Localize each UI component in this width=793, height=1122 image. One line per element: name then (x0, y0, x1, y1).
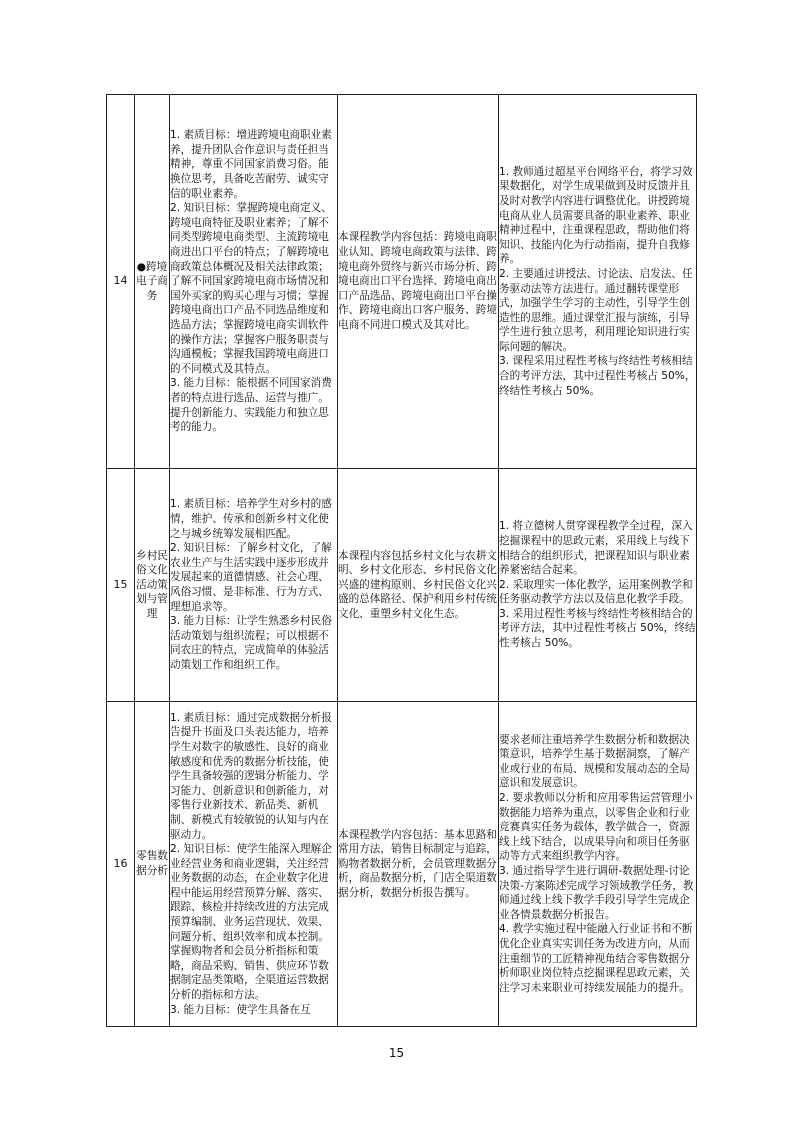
goal-knowledge: 2. 知识目标：掌握跨境电商定义、跨境电商特征及职业素养；了解不同类型跨境电商类型、主流跨境电商进出口平台的特点；了解跨境电商政策总体概况及相关法律政策；了解不同国家跨境电商市场情况和国外买家的购买心理与习惯；掌握跨境电商出口产品不同选品维度和选品方法；掌握跨境电商实训软件的操作方法；掌握客户服务职责与沟通模板；掌握我国跨境电商进口的不同模式及其特点。 (170, 202, 332, 375)
method-item: 1. 教师通过超星平台网络平台，将学习效果数据化，对学生成果做到及时反馈并且及时对教学内容进行调整优化。讲授跨境电商从业人员需要具备的职业素养、职业精神过程中，注重课程思政，帮助他们将知识、技能内化为行动指南，提升自我修养。 (499, 165, 693, 266)
goal-ability: 3. 能力目标：使学生具备在互 (170, 1003, 311, 1016)
course-methods (499, 702, 697, 1027)
table-row (107, 469, 697, 702)
goal-knowledge: 2. 知识目标：使学生能深入理解企业经营业务和商业逻辑，关注经营业务数据的动态，在企业数字化进程中能运用经营预算分解、落实、跟踪、核检并持续改进的方法完成预算编制、业务运营现状、效果、问题分析、组织效率和成本控制。掌握购物者和会员分析指标和策略，商品采购、销售、供应环节数据制定品类策略，全渠道运营数据分析的指标和方法。 (170, 843, 332, 1002)
course-name: ●跨境电子商务 (135, 95, 170, 469)
course-goals (170, 702, 338, 1027)
goal-quality: 1. 素质目标：增进跨境电商职业素养，提升团队合作意识与责任担当精神，尊重不同国家消费习俗。能换位思考，具备吃苦耐劳、诚实守信的职业素养。 (170, 129, 332, 200)
course-table (106, 94, 697, 1027)
table-row (107, 702, 697, 1027)
course-methods (499, 469, 697, 702)
method-item: 3. 通过指导学生进行调研-数据处理-讨论决策-方案陈述完成学习领域教学任务，教师通过线上线下教学手段引导学生完成企业各情景数据分析报告。 (499, 865, 694, 921)
goal-ability: 3. 能力目标：能根据不同国家消费者的特点进行选品、运营与推广。提升创新能力、实践能力和独立思考的能力。 (170, 377, 332, 434)
goal-knowledge: 2. 知识目标：了解乡村文化，了解农业生产与生活实践中逐步形成并发展起来的道德情感、社会心理、风俗习惯、是非标准、行为方式、理想追求等。 (170, 542, 332, 613)
page-number: 15 (388, 1046, 405, 1060)
course-content: 本课程教学内容包括：基本思路和常用方法，销售目标制定与追踪，购物者数据分析，会员管理数据分析，商品数据分析，门店全渠道数据分析，数据分析报告撰写。 (338, 702, 499, 1027)
course-content: 本课程内容包括乡村文化与农耕文明、乡村文化形态、乡村民俗文化兴盛的建构原则、乡村民俗文化兴盛的总体路径、保护利用乡村传统文化、重塑乡村文化生态。 (338, 469, 499, 702)
method-item: 1. 将立德树人贯穿课程教学全过程，深入挖掘课程中的思政元素，采用线上与线下相结合的组织形式，把课程知识与职业素养紧密结合起来。 (499, 520, 693, 577)
method-item: 3. 课程采用过程性考核与终结性考核相结合的考评方法，其中过程性考核占 50%，终结性考核占 50%。 (499, 355, 696, 397)
method-item: 3. 采用过程性考核与终结性考核相结合的考评方法，其中过程性考核占 50%，终结性考核占 50%。 (499, 607, 696, 650)
goal-quality: 1. 素质目标：培养学生对乡村的感情，维护、传承和创新乡村文化使之与城乡统筹发展相匹配。 (170, 498, 332, 540)
goal-quality: 1. 素质目标：通过完成数据分析报告提升书面及口头表达能力，培养学生对数字的敏感性、良好的商业敏感度和优秀的数据分析技能，使学生具备较强的逻辑分析能力、学习能力、创新意识和创新能力，对零售行业新技术、新品类、新机制、新模式有较敏锐的认知与内在驱动力。 (170, 711, 332, 841)
course-methods (499, 95, 697, 469)
row-number: 16 (107, 702, 135, 1027)
course-name: 乡村民俗文化活动策划与管理 (135, 469, 170, 702)
course-content: 本课程教学内容包括：跨境电商职业认知、跨境电商政策与法律、跨境电商外贸终与新兴市场分析、跨境电商出口平台选择、跨境电商出口产品选品、跨境电商出口平台操作、跨境电商出口客户服务、跨境电商不同进口模式及其对比。 (338, 95, 499, 469)
course-goals (170, 469, 338, 702)
method-item: 4. 教学实施过程中能融入行业证书和不断优化企业真实实训任务为改进方向，从而注重细节的工匠精神视角结合零售数据分析师职业岗位特点挖掘课程思政元素，关注学习未来职业可持续发展能力的提升。 (499, 923, 693, 994)
row-number: 14 (107, 95, 135, 469)
row-number: 15 (107, 469, 135, 702)
goal-ability: 3. 能力目标：让学生熟悉乡村民俗活动策划与组织流程；可以根据不同农庄的特点，完成简单的体验活动策划工作和组织工作。 (170, 615, 332, 671)
course-goals (170, 95, 338, 469)
course-name: 零售数据分析 (135, 702, 170, 1027)
table-row (107, 95, 697, 469)
method-item: 2. 主要通过讲授法、讨论法、启发法、任务驱动法等方法进行。通过翻转课堂形式，加强学生学习的主动性，引导学生创造性的思维。通过课堂汇报与演练，引导学生进行独立思考，利用理论知识进行实际问题的解决。 (499, 267, 693, 353)
method-item: 2. 要求教师以分析和应用零售运营管理小数据能力培养为重点，以零售企业和行业竞赛真实任务为载体，教学做合一，资源线上线下结合，以成果导向和项目任务驱动等方式来组织教学内容。 (499, 792, 693, 863)
method-item: 要求老师注重培养学生数据分析和数据决策意识，培养学生基于数据洞察，了解产业或行业的布局、规模和发展动态的全局意识和发展意识。 (499, 733, 690, 790)
method-item: 2. 采取理实一体化教学，运用案例教学和任务驱动教学方法以及信息化教学手段。 (499, 578, 693, 606)
